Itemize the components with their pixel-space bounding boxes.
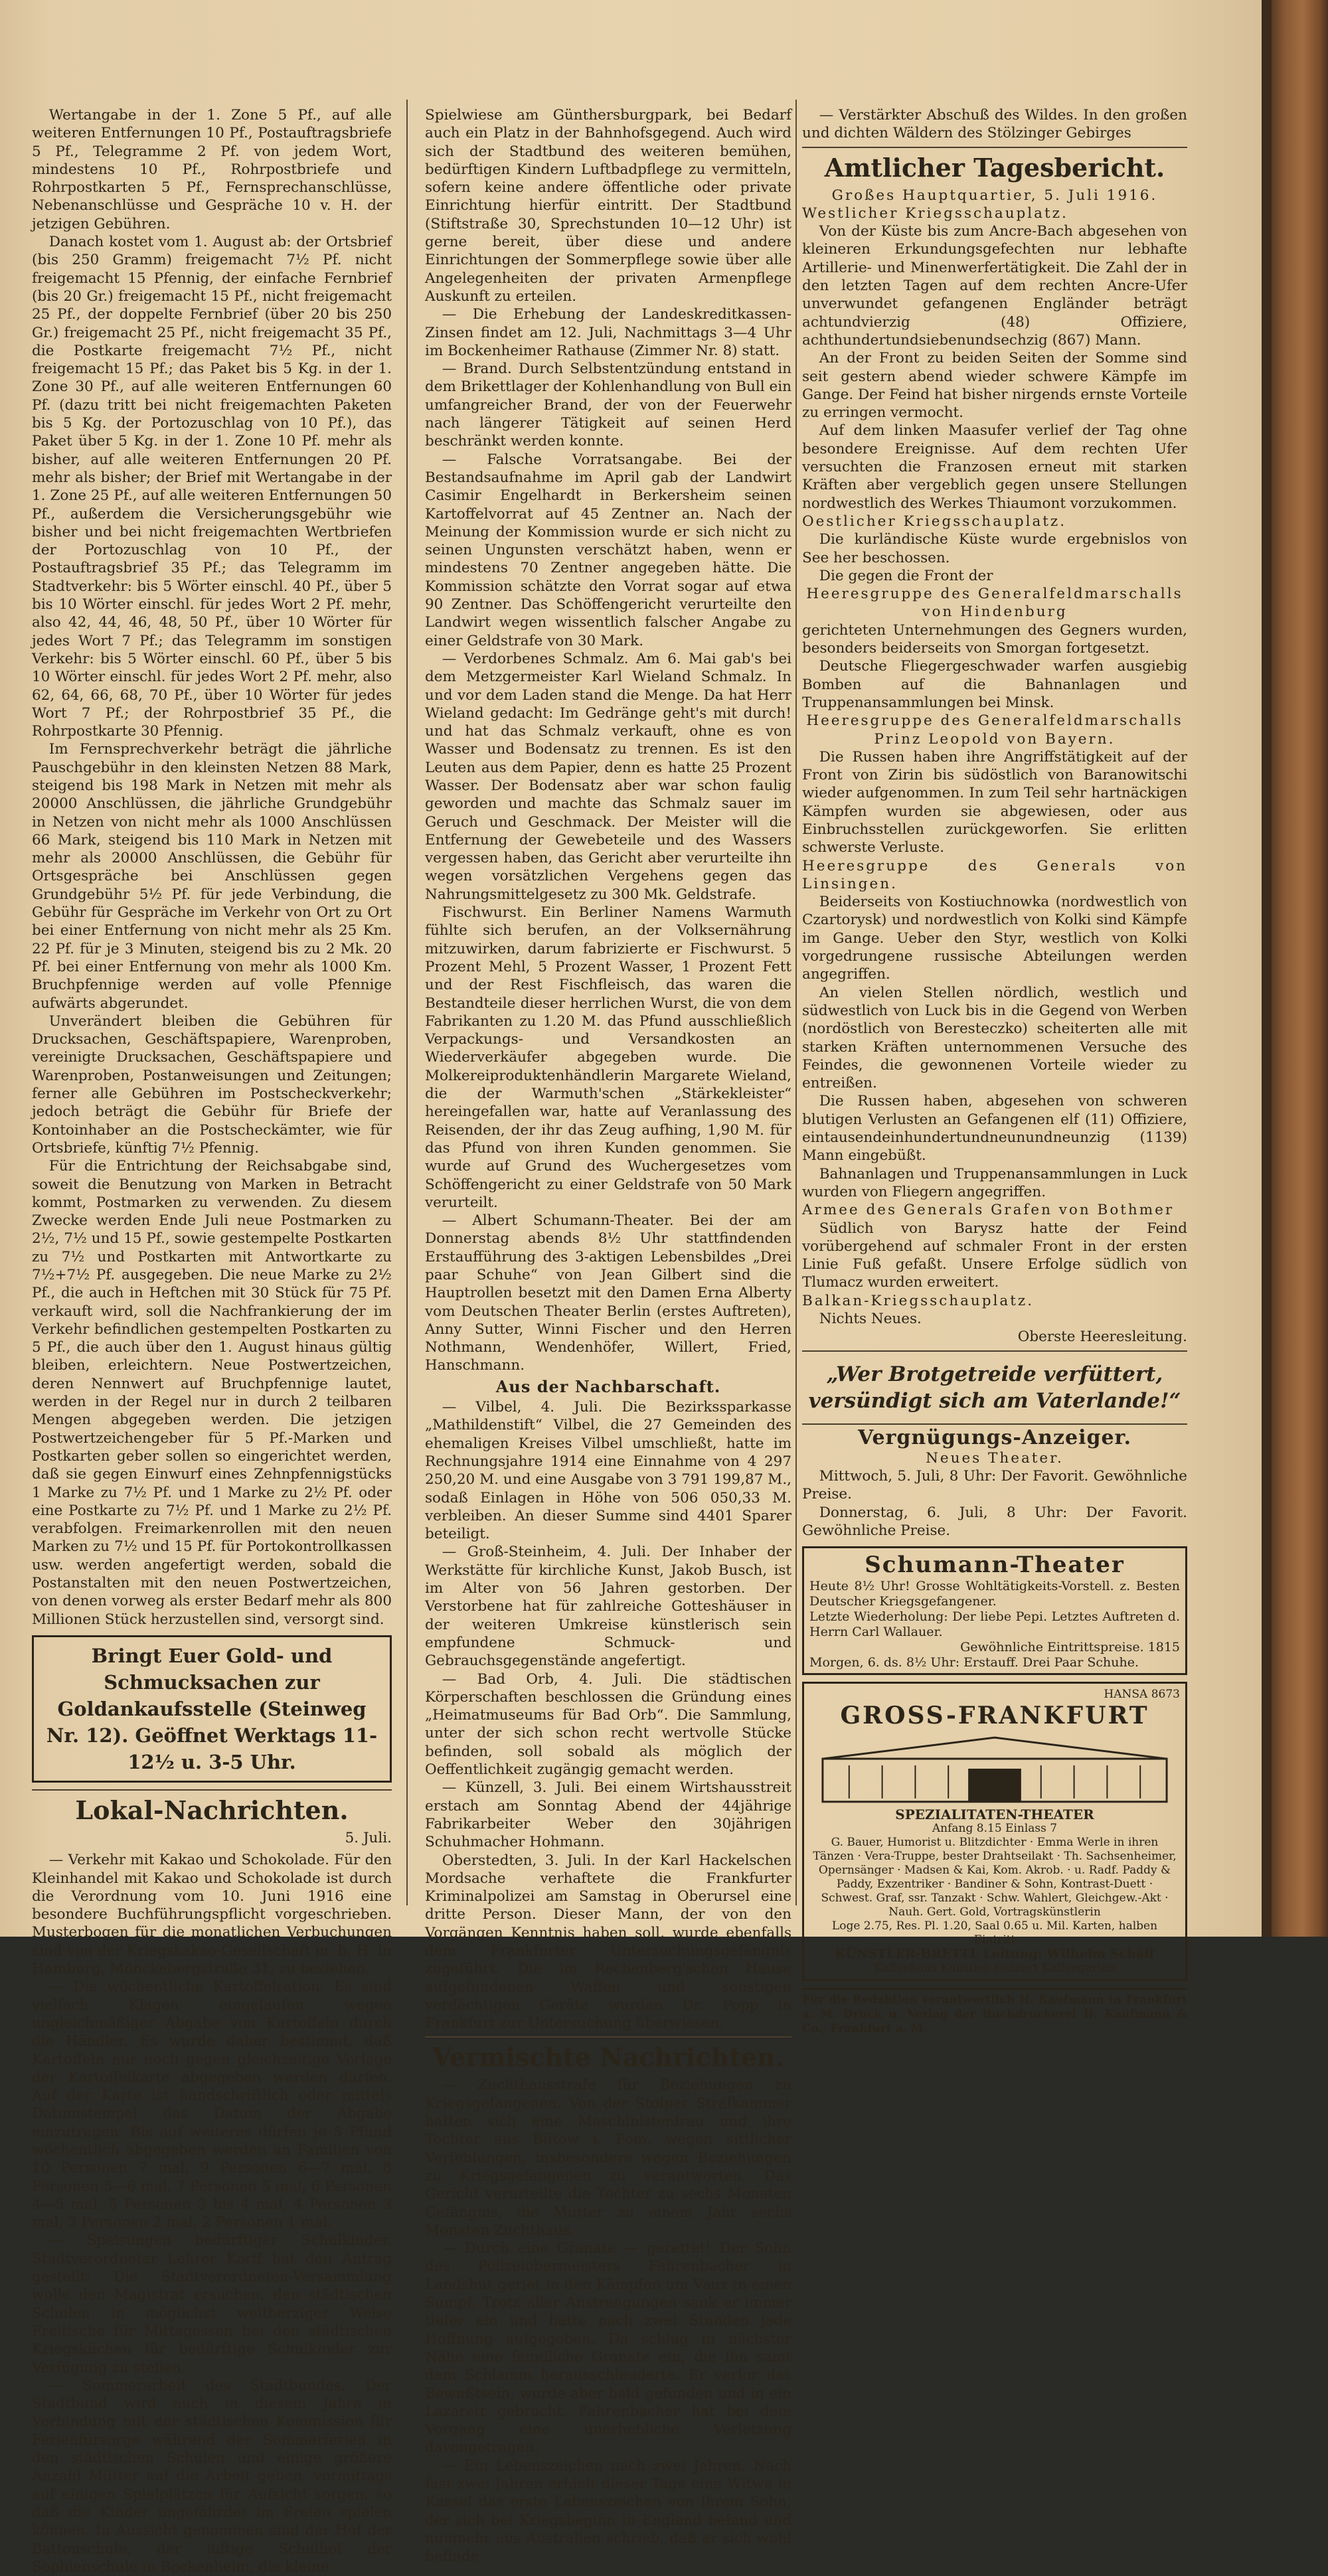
paragraph: Danach kostet vom 1. August ab: der Ortsbrief (bis 250 Gramm) freigemacht 7½ Pf. nicht freigemacht 15 Pfennig, der einfache Fernbrief (bis 20 Gr.) freigemacht 15 Pf., nicht freigemacht 25 Pf., der doppelte Fernbrief (über 20 bis 250 Gr.) freigemacht 25 Pf., nicht freigemacht 35 Pf., die Postkarte freigemacht 7½ Pf., nicht freigemacht 15 Pf.; das Paket bis 5 Kg. in der 1. Zone 30 Pf., auf alle weiteren Entfernungen 60 Pf. (dazu tritt bei nicht freigemachten Paketen bis 5 Kg. der Portozuschlag von 10 Pf.), das Paket über 5 Kg. in der 1. Zone 10 Pf. mehr als bisher, auf alle weiteren Entfernungen 20 Pf. mehr als bisher; der Brief mit Wertangabe in der 1. Zone 25 Pf., auf alle weiteren Entfernungen 50 Pf., außerdem die Versicherungsgebühr wie bisher und bei nicht freigemachten Wertbriefen der Portozuschlag von 10 Pf., der Postauftragsbrief 35 Pf.; das Telegramm im Stadtverkehr: bis 5 Wörter einschl. 40 Pf., über 5 bis 10 Wörter einschl. für jedes Wort 2 Pf. mehr, also 42, 44, 46, 48, 50 Pf., über 10 Wörter für jedes Wort 7 Pf.; das Telegramm im sonstigen Verkehr: bis 5 Wörter einschl. 60 Pf., über 5 bis 10 Wörter einschl. für jedes Wort 2 Pf. mehr, also 62, 64, 66, 68, 70 Pf., über 10 Wörter für jedes Wort 7 Pf.; der Rohrpostbrief 35 Pf., die Rohrpostkarte 30 Pfennig.	[32, 234, 392, 740]
paragraph: Beiderseits von Kostiuchnowka (nordwestlich von Czartorysk) und nordwestlich von Kolki sind Kämpfe im Gange. Ueber den Styr, westlich von Kolki vorgedrungene russische Abteilungen werden angegriffen.	[802, 894, 1187, 983]
paragraph: Die Russen haben, abgesehen von schweren blutigen Verlusten an Gefangenen elf (11) Offiziere, eintausendeinhundertundneunundneunzig (1139) Mann eingebüßt.	[802, 1093, 1187, 1165]
paragraph: Die Russen haben ihre Angriffstätigkeit auf der Front von Zirin bis südöstlich von Baranowitschi wieder aufgenommen. In zum Teil sehr hartnäckigen Kämpfen wurden sie abgewiesen, oder aus Einbruchsstellen zurückgeworfen. Sie erlitten schwerste Verluste.	[802, 748, 1187, 856]
paragraph: Die gegen die Front der	[819, 567, 993, 584]
leopold-heading-1: Heeresgruppe des Generalfeldmarschalls	[806, 712, 1183, 730]
vermischte-heading: Vermischte Nachrichten.	[432, 2042, 784, 2073]
paragraph: — Vilbel, 4. Juli. Die Bezirkssparkasse „Mathildenstift“ Vilbel, die 27 Gemeinden des ehemaligen Kreises Vilbel umschließt, hatte im Rechnungsjahre 1914 eine Einnahme von 4 297 250,20 M. und eine Ausgabe von 3 791 199,87 M., sodaß Einlagen in Höhe von 506 050,33 M. verbleiben. An dieser Summe sind 4401 Sparer beteiligt.	[425, 1399, 791, 1543]
listing: Mittwoch, 5. Juli, 8 Uhr: Der Favorit. Gewöhnliche Preise.	[802, 1468, 1187, 1503]
gold-collection-ad: Bringt Euer Gold- und Schmucksachen zur Goldankaufsstelle (Steinweg Nr. 12). Geöffnet Werktags 11-12½ u. 3-5 Uhr.	[32, 1635, 392, 1783]
hindenburg-heading-1: Heeresgruppe des Generalfeldmarschalls	[806, 586, 1183, 603]
imprint: Für die Redaktion verantwortlich H. Kaufmann in Frankfurt a. M. Druck u. Verlag der Buchdruckerei H. Kaufmann & Co., Frankfurt a. M.	[802, 1988, 1187, 2036]
divider	[802, 147, 1187, 148]
paragraph: Deutsche Fliegergeschwader warfen ausgiebig Bomben auf die Bahnanlagen und Truppenansammlungen bei Minsk.	[802, 658, 1187, 711]
paragraph: — Bad Orb, 4. Juli. Die städtischen Körperschaften beschlossen die Gründung eines „Heimatmuseums für Bad Orb“. Die Sammlung, unter der sich schon recht wertvolle Stücke befinden, soll sobald als möglich der Oeffentlichkeit zugängig gemacht werden.	[425, 1670, 791, 1779]
paragraph: — Durch eine Granate — gerettet! Der Sohn des Polizeiobermeisters Fahrenbacher in Landshut geriet in den Kämpfen um Vaux in einen Sumpf. Trotz aller Anstrengungen sank er immer tiefer ein und hatte nach zwei Stunden jede Hoffnung aufgegeben. Da schlug in nächster Nähe eine feindliche Granate ein, die ihn samt dem Schlamm herausschleuderte. Er verlor das Bewußtsein, wurde aber bald gefunden und in ein Lazarett gebracht. Fahrenbacher hat bei dem Vorgang eine unerhebliche Verletzung davongetragen.	[425, 2240, 791, 2456]
paragraph: — Die wöchentliche Kartoffelration. Es sind vielfach Klagen eingelaufen wegen ungleichmäßiger Abgabe von Kartoffeln durch die Händler. Es wurde daher bestimmt, daß Kartoffeln nur noch gegen gleichzeitige Vorlage der Kartoffelkarte abgegeben werden dürfen. Auf der Karte ist handschriftlich oder mittels Datumstempel das Datum der Abgabe einzutragen. Bis auf weiteres dürfen je 5 Pfund wöchentlich abgegeben werden an Familien von 10 Personen 7 mal, 9 Personen 6—7 mal, 8 Personen 5—6 mal, 7 Personen 5 mal, 6 Personen 4—5 mal, 5 Personen 3 bis 4 mal, 4 Personen 3 mal, 3 Personen 2 mal, 2 Personen 1 mal.	[32, 1978, 392, 2231]
ost-heading: Oestlicher Kriegsschauplatz.	[802, 513, 1067, 530]
paragraph: Von der Küste bis zum Ancre-Bach abgesehen von kleineren Erkundungsgefechten nur lebhafte Artillerie- und Minenwerfertätigkeit. Die Zahl der in den letzten Tagen auf dem rechten Ancre-Ufer unverwundet gefangenen Engländer beträgt achtundvierzig (48) Offiziere, achthundertundsiebenundsechzig (867) Mann.	[802, 223, 1187, 349]
ad-line: Heute 8½ Uhr! Grosse Wohltätigkeits-Vorstell. z. Besten Deutscher Kriegsgefangener.	[809, 1579, 1180, 1609]
ad-phone: HANSA 8673	[1104, 1688, 1180, 1702]
paragraph: gerichteten Unternehmungen des Gegners wurden, besonders beiderseits von Smorgan fortgesetzt.	[802, 621, 1187, 657]
paragraph: — Albert Schumann-Theater. Bei der am Donnerstag abends 8½ Uhr stattfindenden Erstaufführung des 3-aktigen Lebensbildes „Drei paar Schuhe“ von Jean Gilbert sind die Hauptrollen besetzt mit den Damen Erna Alberty vom Deutschen Theater Berlin (erstes Auftreten), Anny Sutter, Winni Fischer und den Herren Nothmann, Wendenhöfer, Willert, Fried, Hanschmann.	[425, 1212, 791, 1374]
column-rule-2	[795, 100, 797, 1905]
bothmer-heading: Armee des Generals Grafen von Bothmer	[802, 1202, 1175, 1219]
paragraph: — Brand. Durch Selbstentzündung entstand in dem Brikettlager der Kohlenhandlung von Bull ein umfangreicher Brand, der von der Feuerwehr nach längerer Tätigkeit auf seinen Herd beschränkt werden konnte.	[425, 361, 791, 450]
paragraph: — Falsche Vorratsangabe. Bei der Bestandsaufnahme im April gab der Landwirt Casimir Engelhardt in Berkersheim seinen Kartoffelvorrat auf 45 Zentner an. Nach der Meinung der Kommission wurde er sich nicht zu seinen Ungunsten verschätzt haben, wenn er mindestens 70 Zentner angegeben hätte. Die Kommission schätzte den Vorrat sogar auf etwa 90 Zentner. Das Schöffengericht verurteilte den Landwirt wegen wissentlich falscher Angabe zu einer Geldstrafe von 30 Mark.	[425, 451, 791, 649]
divider	[802, 1350, 1187, 1352]
ad-line: G. Bauer, Humorist u. Blitzdichter · Emma Werle in ihren Tänzen · Vera-Truppe, bester Drahtseilakt · Th. Sachsenheimer, Opernsänger · Madsen & Kai, Kom. Akrob. · u. Radf. Paddy & Paddy, Exzentriker · Bandiner & Sohn, Kontrast-Duett · Schwest. Graf, ssr. Tanzakt · Schw. Wahlert, Gleichgew.-Akt · Nauh. Gert. Gold, Vortragskünstlerin	[813, 1836, 1177, 1919]
ad-line: Gewöhnliche Eintrittspreise. 1815	[960, 1640, 1180, 1655]
paragraph: Oberstedten, 3. Juli. In der Karl Hackelschen Mordsache verhaftete die Frankfurter Kriminalpolizei am Samstag in Oberursel eine dritte Person. Dieser Mann, der von den Vorgängen Kenntnis haben soll, wurde ebenfalls dem Frankfurter Untersuchungsgefängnis zugeführt. Die im Rechenberg'schen Hause aufgefundenen Waffen und sonstigen verdächtigen Geräte wurden Dr. Popp in Frankfurt zur Untersuchung überwiesen.	[425, 1852, 791, 2032]
building-illustration-icon	[809, 1732, 1180, 1805]
paragraph: — Verstärkter Abschuß des Wildes. In den großen und dichten Wäldern des Stölzinger Gebirges	[802, 107, 1187, 142]
column-2	[425, 106, 791, 2565]
amtlich-heading: Amtlicher Tagesbericht.	[824, 152, 1165, 183]
paragraph: — Künzell, 3. Juli. Bei einem Wirtshausstreit erstach am Sonntag Abend der 44jährige Fabrikarbeiter Weber den 30jährigen Schuhmacher Hohmann.	[425, 1779, 791, 1851]
paragraph: Auf dem linken Maasufer verlief der Tag ohne besondere Ereignisse. Auf dem rechten Ufer versuchten die Franzosen erneut mit starken Kräften aber vergeblich gegen unsere Stellungen nordwestlich des Werkes Thiaumont vorzukommen.	[802, 422, 1187, 512]
paragraph: An vielen Stellen nördlich, westlich und südwestlich von Luck bis in die Gegend von Werben (nordöstlich von Beresteczko) scheiterten alle mit starken Kräften unternommenen Versuche des Feindes, die gewonnenen Vorteile wieder zu entreißen.	[802, 984, 1187, 1092]
paragraph: — Groß-Steinheim, 4. Juli. Der Inhaber der Werkstätte für kirchliche Kunst, Jakob Busch, ist im Alter von 56 Jahren gestorben. Der Verstorbene hat für zahlreiche Gotteshäuser in der weiteren Umkreise künstlerisch sein empfundene Schmuck- und Gebrauchsgegenstände angefertigt.	[425, 1544, 791, 1670]
ad-line: Kaffeehaus Künstler-Konzert Kaffeegarten	[873, 1961, 1116, 1975]
bread-slogan: „Wer Brotgetreide verfüttert, versündigt sich am Vaterlande!“	[808, 1362, 1181, 1413]
ad-line: Loge 2.75, Res. Pl. 1.20, Saal 0.65 u. Mil. Karten, halben Eintritt	[831, 1919, 1158, 1947]
signature: Oberste Heeresleitung.	[1017, 1328, 1187, 1346]
divider	[32, 1789, 392, 1791]
paragraph: Fischwurst. Ein Berliner Namens Warmuth fühlte sich berufen, an der Volksernährung mitzuwirken, darum fabrizierte er Fischwurst. 5 Prozent Mehl, 5 Prozent Wasser, 1 Prozent Fett und der Rest Fischfleisch, das waren die Bestandteile dieser herrlichen Wurst, die von dem Fabrikanten zu 1.20 M. das Pfund ausschließlich Verpackungs- und Versandkosten an Wiederverkäufer abgegeben wurde. Die Molkereiproduktenhändlerin Margarete Wieland, die der Warmuth'schen „Stärkekleister“ hereingefallen war, hatte auf Veranlassung des Reisenden, der ihr das Zeug aufhing, 1,90 M. für das Pfund von ihren Kunden genommen. Sie wurde auf Grund des Wuchergesetzes vom Schöffengericht zu einer Geldstrafe von 50 Mark verurteilt.	[425, 904, 791, 1211]
paragraph: — Verdorbenes Schmalz. Am 6. Mai gab's bei dem Metzgermeister Karl Wieland Schmalz. In und vor dem Laden stand die Menge. Da hat Herr Wieland gedacht: Im Gedränge geht's mit durch! und hat das Schmalz verkauft, ohne es von Wasser und Bodensatz zu trennen. Es ist den Leuten aus dem Papier, denn es hatte 25 Prozent Wasser. Der Bodensatz aber war schon faulig geworden und machte das Schmalz sauer im Geruch und Geschmack. Der Meister will die Entfernung der Gewebeteile und des Wassers vergessen haben, das Gericht aber verurteilte ihn wegen vorsätzlichen Vergehens gegen das Nahrungsmittelgesetz zu 300 Mk. Geldstrafe.	[425, 650, 791, 903]
paragraph: — Ein Lebenszeichen nach zwei Jahren. Nach fast zwei Jahren erhielt dieser Tage eine Witwe in Kassel das erste Lebenszeichen von ihrem Sohn, der sich bei Kriegsbeginn in England befand und nunmehr aus Australien schrieb, daß er sich wohl befinde.	[425, 2457, 791, 2565]
paragraph: — Verkehr mit Kakao und Schokolade. Für den Kleinhandel mit Kakao und Schokolade ist durch die Verordnung vom 10. Juni 1916 eine besondere Buchführungspflicht vorgeschrieben. Musterbogen für die monatlichen Verbuchungen sind von der Kriegskakao-Gesellschaft m. b. H. in Hamburg, Mönckebergstraße 31, zu beziehen.	[32, 1852, 392, 1978]
theater-name: Neues Theater.	[926, 1449, 1064, 1467]
paragraph: — Zuchthausstrafe für Beziehungen zu Kriegsgefangenen. Von der Stolper Strafkammer hatten sich eine Maschinistenfrau und ihre Tochter aus Bütow i. Pom. wegen sittlicher Verfehlungen, insbesondere wegen Beziehungen zu Kriegsgefangenen zu verantworten. Das Gericht verurteilte die Tochter zu sechs Monaten Gefängnis, die Mutter zu einem Jahr sechs Monaten Zuchthaus.	[425, 2077, 791, 2239]
hindenburg-heading-2: von Hindenburg	[922, 604, 1068, 621]
paragraph: — Die Erhebung der Landeskreditkassen-Zinsen findet am 12. Juli, Nachmittags 3—4 Uhr im Bockenheimer Rathause (Zimmer Nr. 8) statt.	[425, 306, 791, 359]
paragraph: Unverändert bleiben die Gebühren für Drucksachen, Geschäftspapiere, Warenproben, vereinigte Drucksachen, Geschäftspapiere und Warenproben, Postanweisungen und Zeitungen; ferner alle Gebühren im Postscheckverkehr; jedoch beträgt die Gebühr für Briefe der Kontoinhaber an die Postscheckämter, wie für Ortsbriefe, künftig 7½ Pfennig.	[32, 1012, 392, 1157]
paragraph: — Sommerarbeit des Stadtbundes. Der Stadtbund wird auch in diesem Jahre in Verbindung mit der städtischen Kommission für Ferienfürsorge während der Sommerferien in den städtischen Schulen und einige größere Anzahl Mütter auf die Arbeit geben, vormittags auf einigen Spielplätzen für Aufsicht sorgen, so daß die Kinder ungefährdet im Freien spielen können. In Aussicht genommen sind der Hof der Battonschule, der luftige Schulhof der Sophienschule in Bockenheim, die kleine	[32, 2377, 392, 2575]
paragraph: Im Fernsprechverkehr beträgt die jährliche Pauschgebühr in den kleinsten Netzen 88 Mark, steigend bis 198 Mark in Netzen mit mehr als 20000 Anschlüssen, die jährliche Grundgebühr in Netzen von nicht mehr als 1000 Anschlüssen 66 Mark, steigend bis 110 Mark in Netzen mit mehr als 20000 Anschlüssen, die Gebühr für Ortsgespräche bei Anschlüssen gegen Grundgebühr 5½ Pf. für jede Verbindung, die Gebühr für Gespräche im Verkehr von Ort zu Ort bei einer Entfernung von nicht mehr als 25 Km. 22 Pf. für je 3 Minuten, steigend bis zu 2 Mk. 20 Pf. bei einer Entfernung von mehr als 1000 Km. Bruchpfennige werden auf volle Pfennige aufwärts abgerundet.	[32, 741, 392, 1012]
column-3	[802, 106, 1187, 2036]
ad-line: Letzte Wiederholung: Der liebe Pepi. Letztes Auftreten d. Herrn Carl Wallauer.	[809, 1609, 1180, 1640]
ad-line: Morgen, 6. ds. 8½ Uhr: Erstauff. Drei Paar Schuhe.	[809, 1655, 1139, 1670]
column-rule-1	[406, 100, 408, 1905]
paragraph: An der Front zu beiden Seiten der Somme sind seit gestern abend wieder schwere Kämpfe im Gange. Der Feind hat bisher nirgends ernste Vorteile zu erringen vermocht.	[802, 350, 1188, 422]
leopold-heading-2: Prinz Leopold von Bayern.	[874, 730, 1116, 748]
listing: Donnerstag, 6. Juli, 8 Uhr: Der Favorit. Gewöhnliche Preise.	[802, 1504, 1187, 1540]
ad-title: Schumann-Theater	[865, 1552, 1125, 1579]
paragraph: Wertangabe in der 1. Zone 5 Pf., auf alle weiteren Entfernungen 10 Pf., Postauftragsbriefe 5 Pf., Telegramme 2 Pf. von jedem Wort, mindestens 10 Pf., Rohrpostbriefe und Rohrpostkarten 5 Pf., Fernsprechanschlüsse, Nebenanschlüsse und Gespräche 10 v. H. der jetzigen Gebühren.	[32, 107, 392, 232]
ad-line: Anfang 8.15 Einlass 7	[932, 1822, 1058, 1836]
schumann-theater-ad	[802, 1546, 1187, 1675]
ad-subtitle: SPEZIALITATEN-THEATER	[895, 1807, 1094, 1823]
nachbarschaft-heading: Aus der Nachbarschaft.	[495, 1376, 721, 1396]
headquarters-line: Großes Hauptquartier, 5. Juli 1916.	[831, 187, 1158, 204]
paragraph: Spielwiese am Günthersburgpark, bei Bedarf auch ein Platz in der Bahnhofsgegend. Auch wird sich der Stadtbund des weiteren bemühen, bedürftigen Kindern Luftbadpflege zu vermitteln, sofern keine andere öffentliche oder private Einrichtung hierfür eintritt. Der Stadtbund (Stiftstraße 30, Sprechstunden 10—12 Uhr) ist gerne bereit, über diese und andere Einrichtungen der Sommerpflege sowie über alle Angelegenheiten der privaten Armenpflege Auskunft zu erteilen.	[425, 107, 791, 305]
vergnuegungs-heading: Vergnügungs-Anzeiger.	[857, 1425, 1132, 1449]
dateline: 5. Juli.	[345, 1829, 392, 1846]
paragraph: Südlich von Barysz hatte der Feind vorübergehend auf schmaler Front in der ersten Linie Fuß gefaßt. Unsere Erfolge südlich von Tlumacz wurden erweitert.	[802, 1220, 1187, 1291]
book-binding	[1272, 0, 1328, 1937]
west-heading: Westlicher Kriegsschauplatz.	[802, 204, 1068, 222]
paragraph: — Speisungen bedürftiger Schulkinder. Stadtverordneter Lehrer Korff hat den Antrag gestellt: Die Stadtverordneten-Versammlung wolle den Magistrat ersuchen, den städtischen Schulen in möglichst weitherziger Weise Freitische für Mittagessen bei den städtischen Kriegsküchen für bedürftige Schulkinder zur Verfügung zu stellen.	[32, 2232, 392, 2376]
divider	[425, 2036, 791, 2038]
gross-frankfurt-ad	[802, 1682, 1187, 1981]
paragraph: Bahnanlagen und Truppenansammlungen in Luck wurden von Fliegern angegriffen.	[802, 1165, 1187, 1200]
divider	[802, 1423, 1187, 1425]
lokal-heading: Lokal-Nachrichten.	[75, 1795, 349, 1825]
paragraph: Für die Entrichtung der Reichsabgabe sind, soweit die Benutzung von Marken in Betracht kommt, Postmarken zu verwenden. Zu diesem Zwecke werden Ende Juli neue Postmarken zu 2½, 7½ und 15 Pf., sowie gestempelte Postkarten zu 7½ und Postkarten mit Antwortkarte zu 7½+7½ Pf. ausgegeben. Die neue Marke zu 2½ Pf., die auch in Heftchen mit 30 Stück für 75 Pf. verkauft wird, soll die Nachfrankierung der im Verkehr befindlichen gestempelten Postkarten zu 5 Pf., die auch über den 1. August hinaus gültig bleiben, erleichtern. Neue Postwertzeichen, deren Nennwert auf Bruchpfennige lautet, werden in der Regel nur in durch 2 teilbaren Mengen abgegeben werden. Die jetzigen Postwertzeichengeber für 5 Pf.-Marken und Postkarten geber sollen so eingerichtet werden, daß sie gegen Einwurf eines Zehnpfennigstücks 1 Marke zu 7½ Pf. und 1 Marke zu 2½ Pf. oder eine Postkarte zu 7½ Pf. und 1 Marke zu 2½ Pf. verabfolgen. Freimarkenrollen mit den neuen Marken zu 7½ und 15 Pf. für Portokontrollkassen usw. werden angefertigt werden, sobald die Postanstalten mit den neuen Postwertzeichen, von denen vorweg als erster Bedarf mehr als 800 Millionen Stück herzustellen sind, versorgt sind.	[32, 1158, 392, 1628]
paragraph: Nichts Neues.	[819, 1311, 922, 1327]
linsingen-heading: Heeresgruppe des Generals von Linsingen.	[802, 857, 1187, 892]
column-1	[32, 106, 392, 2576]
ad-line: KÜNSTLER-BRETTL Leitung: Wilhelm Schäff	[835, 1947, 1155, 1962]
ad-title: GROSS-FRANKFURT	[840, 1702, 1149, 1730]
balkan-heading: Balkan-Kriegsschauplatz.	[802, 1292, 1035, 1309]
paragraph: Die kurländische Küste wurde ergebnislos von See her beschossen.	[802, 531, 1187, 566]
